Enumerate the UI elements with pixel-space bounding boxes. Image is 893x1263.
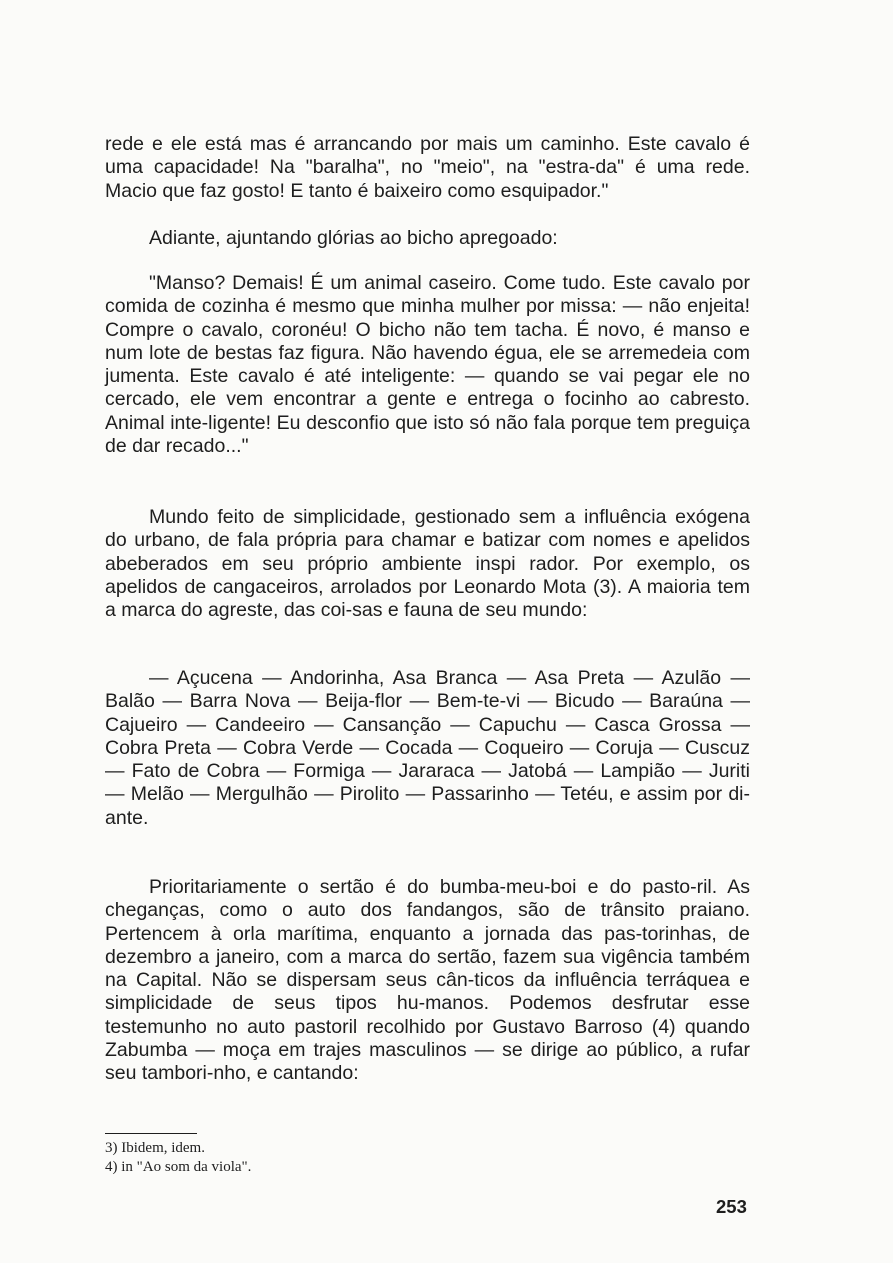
- paragraph-adiante: [105, 227, 750, 250]
- paragraph-text: Mundo feito de simplicidade, gestionado sem a influência exógena do urbano, de fala própria para chamar e batizar com nomes e apelidos abeberados em seu próprio ambiente inspi rador. Por exemplo, os apelidos de cangaceiros, arrolados por Leonardo Mota (3). A maioria tem a marca do agreste, das coi-sas e fauna de seu mundo:: [105, 506, 750, 622]
- paragraph-text: "Manso? Demais! É um animal caseiro. Come tudo. Este cavalo por comida de cozinha é mesmo que minha mulher por missa: — não enjeita! Compre o cavalo, coronéu! O bicho não tem tacha. É novo, é manso e num lote de bestas faz figura. Não havendo égua, ele se arremedeia com jumenta. Este cavalo é até inteligente: — quando se vai pegar ele no cercado, ele vem encontrar a gente e entrega o focinho ao cabresto. Animal inte-ligente! Eu desconfio que isto só não fala porque tem preguiça de dar recado...": [105, 272, 750, 458]
- list-apelidos: [105, 667, 750, 830]
- paragraph-mundo: [105, 506, 750, 622]
- paragraph-text: Adiante, ajuntando glórias ao bicho apregoado:: [149, 227, 558, 249]
- paragraph-text: — Açucena — Andorinha, Asa Branca — Asa Preta — Azulão — Balão — Barra Nova — Beija-flor — Bem-te-vi — Bicudo — Baraúna — Cajueiro — Candeeiro — Cansanção — Capuchu — Casca Grossa — Cobra Preta — Cobra Verde — Cocada — Coqueiro — Coruja — Cuscuz — Fato de Cobra — Formiga — Jararaca — Jatobá — Lampião — Juriti — Melão — Mergulhão — Pirolito — Passarinho — Tetéu, e assim por di-ante.: [105, 667, 750, 829]
- page-number: 253: [716, 1196, 747, 1217]
- paragraph-text: rede e ele está mas é arrancando por mais um caminho. Este cavalo é uma capacidade! Na "baralha", no "meio", na "estra-da" é uma rede. Macio que faz gosto! E tanto é baixeiro como esquipador.": [105, 133, 750, 202]
- footnote-divider: [105, 1133, 197, 1134]
- paragraph-text: Prioritariamente o sertão é do bumba-meu-boi e do pasto-ril. As cheganças, como o auto dos fandangos, são de trânsito praiano. Pertencem à orla marítima, enquanto a jornada das pas-torinhas, de dezembro a janeiro, com a marca do sertão, fazem sua vigência também na Capital. Não se dispersam seus cân-ticos da influência terráquea e simplicidade de seus tipos hu-manos. Podemos desfrutar esse testemunho no auto pastoril recolhido por Gustavo Barroso (4) quando Zabumba — moça em trajes masculinos — se dirige ao público, a rufar seu tambori-nho, e cantando:: [105, 876, 750, 1085]
- footnotes: [105, 1139, 505, 1177]
- footnote-3: 3) Ibidem, idem.: [105, 1140, 205, 1156]
- paragraph-cavalo-continuation: [105, 133, 750, 203]
- quote-manso: [105, 272, 750, 458]
- footnote-4: 4) in "Ao som da viola".: [105, 1159, 252, 1175]
- paragraph-sertao: [105, 876, 750, 1086]
